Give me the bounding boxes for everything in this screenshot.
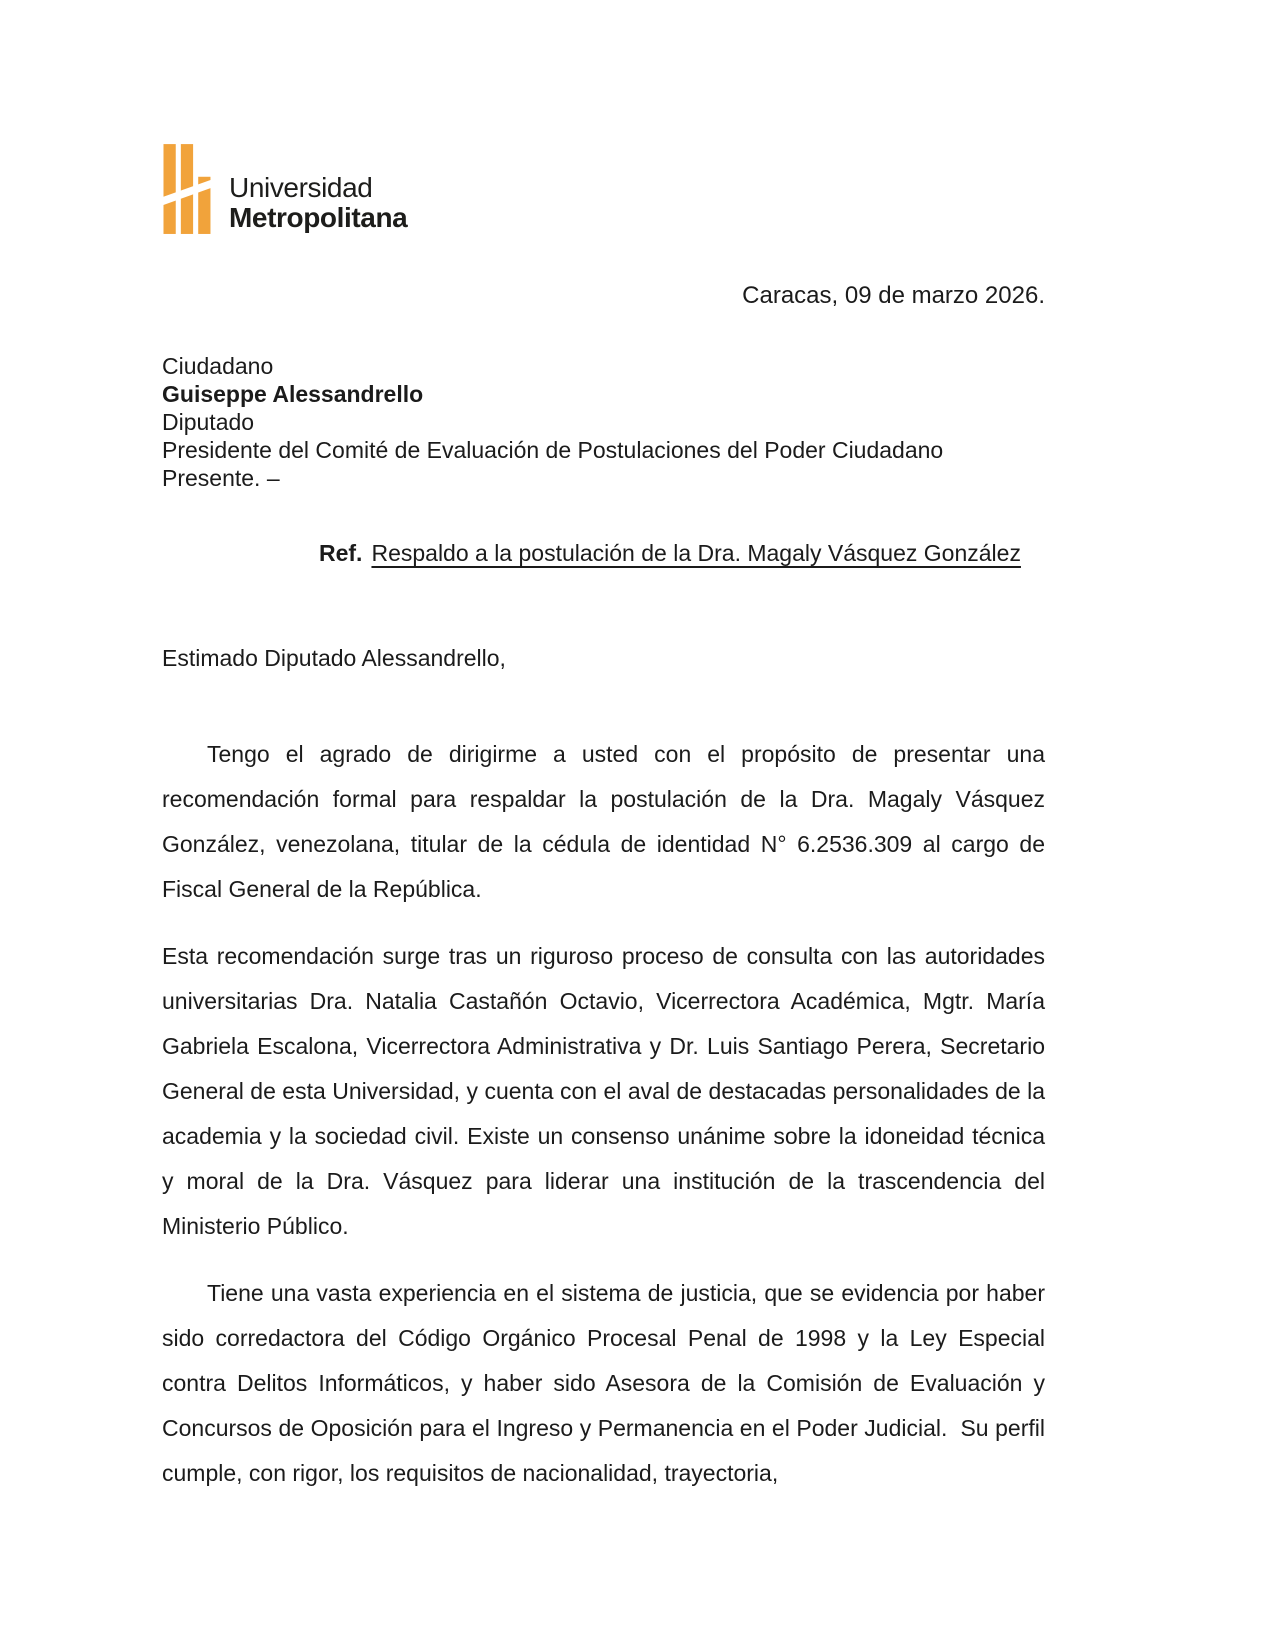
reference-label: Ref.: [319, 540, 363, 566]
reference-text: Respaldo a la postulación de la Dra. Magaly Vásquez González: [371, 540, 1021, 566]
recipient-present: Presente. –: [162, 465, 280, 491]
paragraph-3: Tiene una vasta experiencia en el sistema de justicia, que se evidencia por haber sido corredactora del Código Orgánico Procesal Penal de 1998 y la Ley Especial contra Delitos Informáticos, y haber sido Asesora de la Comisión de Evaluación y Concursos de Oposición para el Ingreso y Permanencia en el Poder Judicial. Su perfil cumple, con rigor, los requisitos de nacionalidad, trayectoria,: [162, 1280, 1045, 1486]
date-line: Caracas, 09 de marzo 2026.: [742, 282, 1045, 309]
recipient-block: [162, 352, 1045, 492]
recipient-position: Presidente del Comité de Evaluación de Postulaciones del Poder Ciudadano: [162, 437, 944, 463]
logo-text-metropolitana: Metropolitana: [229, 202, 408, 233]
logo-text-universidad: Universidad: [229, 172, 373, 203]
salutation: Estimado Diputado Alessandrello,: [162, 645, 506, 671]
paragraph-1: Tengo el agrado de dirigirme a usted con el propósito de presentar una recomendación formal para respaldar la postulación de la Dra. Magaly Vásquez González, venezolana, titular de la cédula de identidad N° 6.2536.309 al cargo de Fiscal General de la República.: [162, 741, 1045, 902]
recipient-title: Ciudadano: [162, 353, 274, 379]
logo-wordmark: [229, 173, 407, 233]
university-logo: [162, 140, 1045, 236]
reference-line: [319, 538, 1045, 568]
logo-bars-icon: [162, 140, 214, 236]
recipient-name: Guiseppe Alessandrello: [162, 381, 424, 407]
recipient-role: Diputado: [162, 409, 255, 435]
paragraph-2: Esta recomendación surge tras un riguroso proceso de consulta con las autoridades universitarias Dra. Natalia Castañón Octavio, Vicerrectora Académica, Mgtr. María Gabriela Escalona, Vicerrectora Administrativa y Dr. Luis Santiago Perera, Secretario General de esta Universidad, y cuenta con el aval de destacadas personalidades de la academia y la sociedad civil. Existe un consenso unánime sobre la idoneidad técnica y moral de la Dra. Vásquez para liderar una institución de la trascendencia del Ministerio Público.: [162, 943, 1045, 1239]
